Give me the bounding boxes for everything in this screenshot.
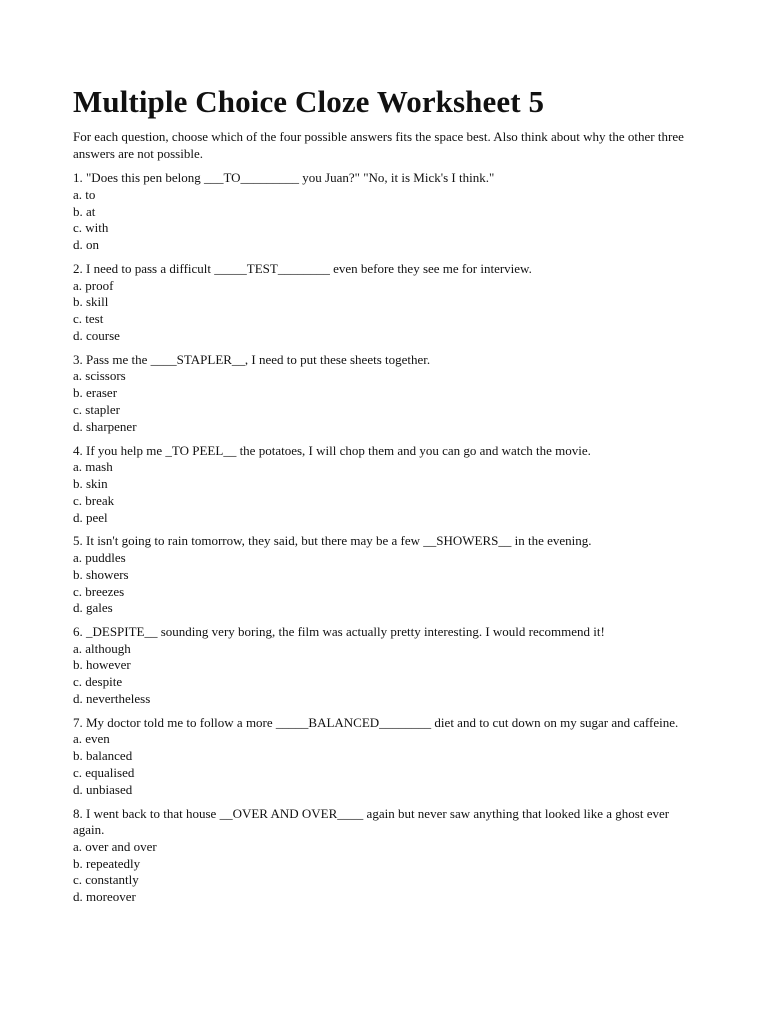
option-list xyxy=(73,459,697,526)
option-a: a. over and over xyxy=(73,838,157,854)
option-d: d. peel xyxy=(73,509,108,525)
option-d: d. gales xyxy=(73,600,113,616)
option-d: d. on xyxy=(73,237,99,253)
option-a: a. to xyxy=(73,186,96,202)
option-b: b. showers xyxy=(73,566,129,582)
option-d: d. sharpener xyxy=(73,418,137,434)
option-a: a. mash xyxy=(73,459,113,475)
question-7 xyxy=(73,715,697,799)
question-prompt: 8. I went back to that house __OVER AND OVER____ again but never saw anything that looked like a ghost ever again. xyxy=(73,805,670,838)
option-c: c. stapler xyxy=(73,401,120,417)
option-list xyxy=(73,641,697,708)
option-list xyxy=(73,368,697,435)
instructions: For each question, choose which of the four possible answers fits the space best. Also think about why the other three answers are not possible. xyxy=(73,129,684,161)
question-3 xyxy=(73,352,697,436)
option-b: b. however xyxy=(73,657,131,673)
option-d: d. nevertheless xyxy=(73,691,151,707)
question-5 xyxy=(73,533,697,617)
option-c: c. with xyxy=(73,220,109,236)
question-8 xyxy=(73,806,697,906)
option-c: c. constantly xyxy=(73,872,139,888)
option-list xyxy=(73,187,697,254)
option-b: b. skill xyxy=(73,294,109,310)
option-b: b. skin xyxy=(73,475,108,491)
option-b: b. eraser xyxy=(73,385,118,401)
option-a: a. although xyxy=(73,640,131,656)
question-4 xyxy=(73,443,697,527)
question-prompt: 4. If you help me _TO PEEL__ the potatoes, I will chop them and you can go and watch the movie. xyxy=(73,442,591,458)
option-b: b. balanced xyxy=(73,748,133,764)
page-title: Multiple Choice Cloze Worksheet 5 xyxy=(73,84,545,119)
option-list xyxy=(73,839,697,906)
question-1 xyxy=(73,170,697,254)
option-c: c. test xyxy=(73,311,104,327)
question-prompt: 1. "Does this pen belong ___TO_________ you Juan?" "No, it is Mick's I think." xyxy=(73,170,495,186)
question-prompt: 5. It isn't going to rain tomorrow, they said, but there may be a few __SHOWERS__ in the evening. xyxy=(73,533,592,549)
question-2 xyxy=(73,261,697,345)
option-list xyxy=(73,731,697,798)
option-d: d. course xyxy=(73,327,120,343)
option-b: b. at xyxy=(73,203,96,219)
option-d: d. unbiased xyxy=(73,781,133,797)
option-b: b. repeatedly xyxy=(73,855,141,871)
option-a: a. proof xyxy=(73,277,114,293)
option-a: a. scissors xyxy=(73,368,126,384)
option-c: c. breezes xyxy=(73,583,125,599)
worksheet-page xyxy=(73,80,697,913)
option-list xyxy=(73,550,697,617)
question-prompt: 7. My doctor told me to follow a more _____BALANCED________ diet and to cut down on my sugar and caffeine. xyxy=(73,714,679,730)
option-c: c. despite xyxy=(73,674,123,690)
option-a: a. even xyxy=(73,731,110,747)
option-c: c. break xyxy=(73,492,115,508)
question-list xyxy=(73,170,697,906)
question-prompt: 3. Pass me the ____STAPLER__, I need to put these sheets together. xyxy=(73,351,431,367)
option-list xyxy=(73,278,697,345)
question-6 xyxy=(73,624,697,708)
question-prompt: 2. I need to pass a difficult _____TEST________ even before they see me for interview. xyxy=(73,260,532,276)
question-prompt: 6. _DESPITE__ sounding very boring, the film was actually pretty interesting. I would recommend it! xyxy=(73,624,605,640)
option-c: c. equalised xyxy=(73,765,135,781)
option-d: d. moreover xyxy=(73,889,136,905)
option-a: a. puddles xyxy=(73,549,126,565)
